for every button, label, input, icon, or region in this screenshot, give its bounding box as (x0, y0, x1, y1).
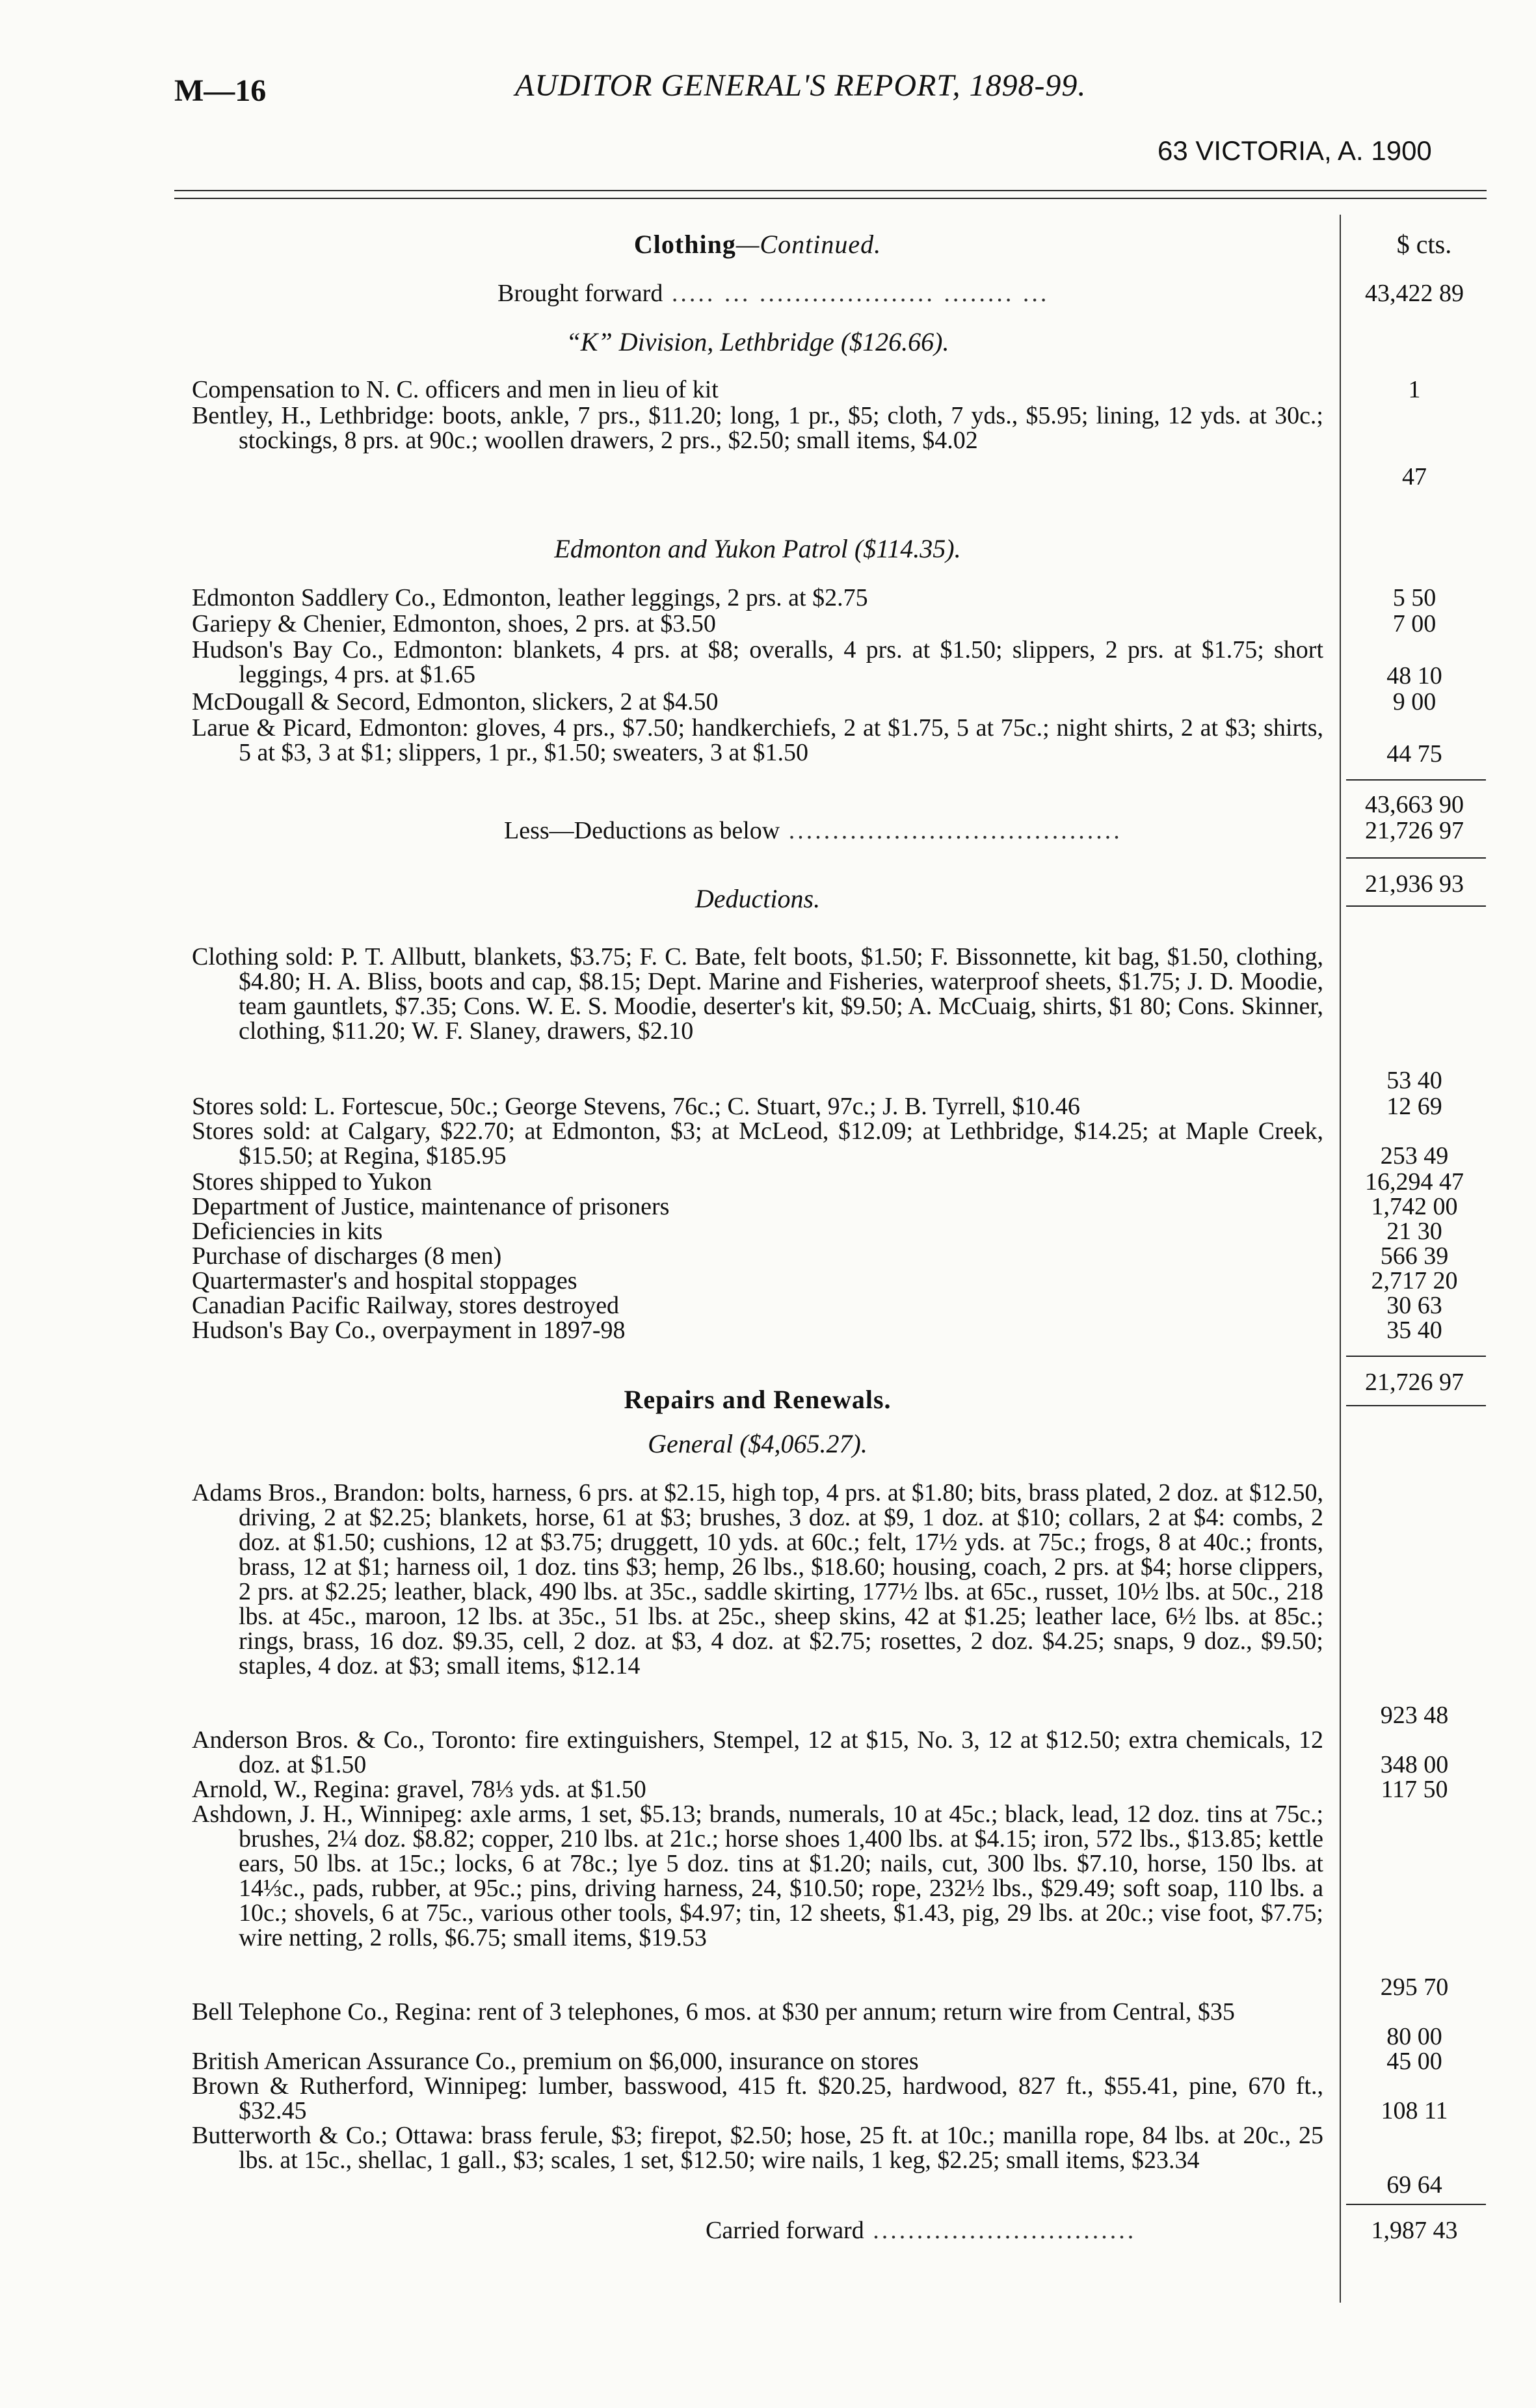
brought-forward-row: Brought forward ..... ... .................... ........ ... (497, 280, 1050, 307)
less-deductions-label: Less—Deductions as below (504, 817, 780, 844)
ledger-entry: Butterworth & Co.; Ottawa: brass ferule, $3; firepot, $2.50; hose, 25 ft. at 10c.; manilla rope, 84 lbs. at 20c., 25 lbs. at 15c., shellac, 1 gall., $3; scales, 1 set, $12.50; wire nails, 1 keg, $2.25; small items, $23.34 (192, 2122, 1323, 2174)
entry-amount: 47 (1402, 463, 1427, 490)
ledger-entry: Hudson's Bay Co., overpayment in 1897-98 (192, 1317, 626, 1344)
report-title: AUDITOR GENERAL'S REPORT, 1898-99. (515, 68, 1087, 103)
entry-amount: 295 70 (1380, 1973, 1449, 2001)
sum-rule (1346, 905, 1486, 907)
entry-amount: 2,717 20 (1371, 1267, 1458, 1294)
entry-amount: 21 30 (1386, 1218, 1442, 1245)
entry-amount: 45 00 (1386, 2048, 1442, 2075)
edmonton-heading: Edmonton and Yukon Patrol ($114.35). (554, 534, 961, 563)
carried-forward-label: Carried forward (706, 2217, 864, 2244)
amount-column-rule (1340, 215, 1341, 2303)
brought-forward-label: Brought forward (497, 280, 663, 307)
sum-rule (1346, 1356, 1486, 1357)
ledger-entry: Department of Justice, maintenance of prisoners (192, 1193, 670, 1220)
deductions-total: 21,726 97 (1365, 1369, 1464, 1396)
header-rule-double (174, 198, 1487, 199)
ledger-entry: Quartermaster's and hospital stoppages (192, 1267, 577, 1294)
ledger-entry: Edmonton Saddlery Co., Edmonton, leather leggings, 2 prs. at $2.75 (192, 584, 868, 611)
ledger-entry: Stores sold: at Calgary, $22.70; at Edmonton, $3; at McLeod, $12.09; at Lethbridge, $14.25; at Maple Creek, $15.50; at Regina, $185.95 (192, 1117, 1323, 1170)
ledger-entry: Larue & Picard, Edmonton: gloves, 4 prs., $7.50; handkerchiefs, 2 at $1.75, 5 at 75c.; night shirts, 2 at $3; shirts, 5 at $3, 3 at $1; slippers, 1 pr., $1.50; sweaters, 3 at $1.50 (192, 714, 1323, 766)
section-heading-repairs: Repairs and Renewals. (624, 1385, 892, 1414)
ledger-entry: Stores shipped to Yukon (192, 1168, 432, 1196)
k-division-heading: “K” Division, Lethbridge ($126.66). (566, 327, 949, 356)
ledger-entry: Clothing sold: P. T. Allbutt, blankets, $3.75; F. C. Bate, felt boots, $1.50; F. Bissonnette, kit bag, $1.50, clothing, $4.80; H. A. Bliss, boots and cap, $8.15; Dept. Marine and Fisheries, waterproof sheets, $1.75; J. D. Moodie, team gauntlets, $7.35; Cons. W. E. S. Moodie, deserter's kit, $9.50; A. McCuaig, shirts, $1 80; Cons. Skinner, clothing, $11.20; W. F. Slaney, drawers, $2.10 (192, 943, 1323, 1045)
ledger-entry: Ashdown, J. H., Winnipeg: axle arms, 1 set, $5.13; brands, numerals, 10 at 45c.; black, lead, 12 doz. tins at 75c.; brushes, 2¼ doz. $8.82; copper, 210 lbs. at 21c.; horse shoes 1,400 lbs. at $4.15; iron, 572 lbs., $13.85; kettle ears, 50 lbs. at 15c.; locks, 6 at 78c.; lye 5 doz. tins at $1.20; nails, cut, 300 lbs. $7.10, horse, 150 lbs. at 14⅓c., pads, rubber, at 95c.; pins, driving harness, 24, $10.50; rope, 232½ lbs., $29.49; soft soap, 110 lbs. a 10c.; shovels, 6 at 75c., various other tools, $4.97; tin, 12 sheets, $1.43, pig, 29 lbs. at 20c.; vise foot, $7.75; wire netting, 2 rolls, $6.75; small items, $19.53 (192, 1800, 1323, 1951)
ledger-entry: Arnold, W., Regina: gravel, 78⅓ yds. at $1.50 (192, 1776, 646, 1803)
sum-rule (1346, 2204, 1486, 2205)
entry-amount: 12 69 (1386, 1093, 1442, 1120)
carried-forward-amount: 1,987 43 (1371, 2217, 1458, 2244)
sum-rule (1346, 1405, 1486, 1406)
ledger-entry: McDougall & Secord, Edmonton, slickers, 2 at $4.50 (192, 688, 719, 716)
ledger-entry: Adams Bros., Brandon: bolts, harness, 6 prs. at $2.15, high top, 4 prs. at $1.80; bits, brass plated, 2 doz. at $12.50, driving, 2 at $2.25; blankets, horse, 61 at $3; brushes, 3 doz. at $9, 1 doz. at $10; collars, 2 at $4: combs, 2 doz. at $1.50; cushions, 12 at $3.75; druggett, 10 yds. at 60c.; felt, 17½ yds. at 75c.; frogs, 8 at 40c.; fronts, brass, 12 at $1; harness oil, 1 doz. tins $3; hemp, 26 lbs., $18.60; housing, coach, 2 prs. at $4; horse clippers, 2 prs. at $2.25; leather, black, 490 lbs. at 35c., saddle skirting, 177½ lbs. at 65c., russet, 10½ lbs. at 50c., 218 lbs. at 45c., maroon, 12 lbs. at 35c., 51 lbs. at 25c., sheep skins, 42 at $1.25; leather lace, 6½ lbs. at 85c.; rings, brass, 16 doz. $9.35, cell, 2 doz. at $3, 4 doz. at $2.75; rosettes, 2 doz. $4.25; snaps, 9 doz., $9.50; staples, 4 doz. at $3; small items, $12.14 (192, 1479, 1323, 1679)
entry-amount: 69 64 (1386, 2171, 1442, 2199)
ledger-entry: Canadian Pacific Railway, stores destroyed (192, 1292, 620, 1319)
section-heading-clothing (189, 229, 1327, 260)
less-deductions-amount: 21,726 97 (1365, 817, 1464, 844)
entry-amount: 117 50 (1381, 1776, 1448, 1803)
entry-amount: 566 39 (1380, 1242, 1449, 1270)
sum-rule (1346, 857, 1486, 859)
entry-amount: 5 50 (1392, 584, 1437, 611)
header-rule (174, 190, 1487, 191)
entry-amount: 9 00 (1392, 688, 1437, 716)
ledger-entry: Anderson Bros. & Co., Toronto: fire extinguishers, Stempel, 12 at $15, No. 3, 12 at $12.50; extra chemicals, 12 doz. at $1.50 (192, 1726, 1323, 1778)
page-number: M—16 (174, 74, 267, 108)
entry-amount: 80 00 (1386, 2023, 1442, 2050)
entry-amount: 7 00 (1392, 610, 1437, 637)
ledger-entry: Bentley, H., Lethbridge: boots, ankle, 7 prs., $11.20; long, 1 pr., $5; cloth, 7 yds., $5.95; lining, 12 yds. at 30c.; stockings, 8 prs. at 90c.; woollen drawers, 2 prs., $2.50; small items, $4.02 (192, 402, 1323, 454)
clothing-heading-suffix: —Continued. (735, 230, 882, 259)
ledger-entry: British American Assurance Co., premium on $6,000, insurance on stores (192, 2048, 919, 2075)
sum-rule (1346, 779, 1486, 781)
entry-amount: 35 40 (1386, 1317, 1442, 1344)
brought-forward-amount: 43,422 89 (1365, 280, 1464, 307)
ledger-entry: Deficiencies in kits (192, 1218, 383, 1245)
repairs-subheading: General ($4,065.27). (648, 1429, 867, 1458)
ledger-entry: Stores sold: L. Fortescue, 50c.; George Stevens, 76c.; C. Stuart, 97c.; J. B. Tyrrell, $10.46 (192, 1093, 1080, 1120)
net-amount: 21,936 93 (1365, 870, 1464, 898)
entry-amount: 108 11 (1381, 2097, 1448, 2124)
ledger-entry: Brown & Rutherford, Winnipeg: lumber, basswood, 415 ft. $20.25, hardwood, 827 ft., $55.41, pine, 670 ft., $32.45 (192, 2072, 1323, 2124)
ledger-entry: Purchase of discharges (8 men) (192, 1242, 502, 1270)
ledger-entry: Hudson's Bay Co., Edmonton: blankets, 4 prs. at $8; overalls, 4 prs. at $1.50; slippers, 2 prs. at $1.75; short leggings, 4 prs. at $1.65 (192, 636, 1323, 688)
entry-amount: 253 49 (1380, 1142, 1449, 1170)
entry-amount: 923 48 (1380, 1702, 1449, 1729)
ledger-entry: Bell Telephone Co., Regina: rent of 3 telephones, 6 mos. at $30 per annum; return wire from Central, $35 (192, 1998, 1235, 2026)
entry-amount: 348 00 (1380, 1751, 1449, 1778)
entry-amount: 30 63 (1386, 1292, 1442, 1319)
entry-amount: 1,742 00 (1371, 1193, 1458, 1220)
entry-amount: 1 (1408, 376, 1421, 403)
entry-amount: 44 75 (1386, 740, 1442, 768)
deductions-heading: Deductions. (695, 884, 821, 913)
clothing-heading-text: Clothing (633, 230, 736, 259)
ledger-entry: Compensation to N. C. officers and men in lieu of kit (192, 376, 719, 403)
amount-column-header: $ cts. (1396, 230, 1452, 259)
subtotal-amount: 43,663 90 (1365, 791, 1464, 818)
carried-forward-row: Carried forward .............................. (706, 2217, 1137, 2244)
session-label: 63 VICTORIA, A. 1900 (1158, 135, 1432, 166)
entry-amount: 16,294 47 (1365, 1168, 1464, 1196)
entry-amount: 48 10 (1386, 662, 1442, 689)
less-deductions-row: Less—Deductions as below ...................................... (504, 817, 1122, 844)
entry-amount: 53 40 (1386, 1067, 1442, 1094)
ledger-entry: Gariepy & Chenier, Edmonton, shoes, 2 prs. at $3.50 (192, 610, 716, 637)
